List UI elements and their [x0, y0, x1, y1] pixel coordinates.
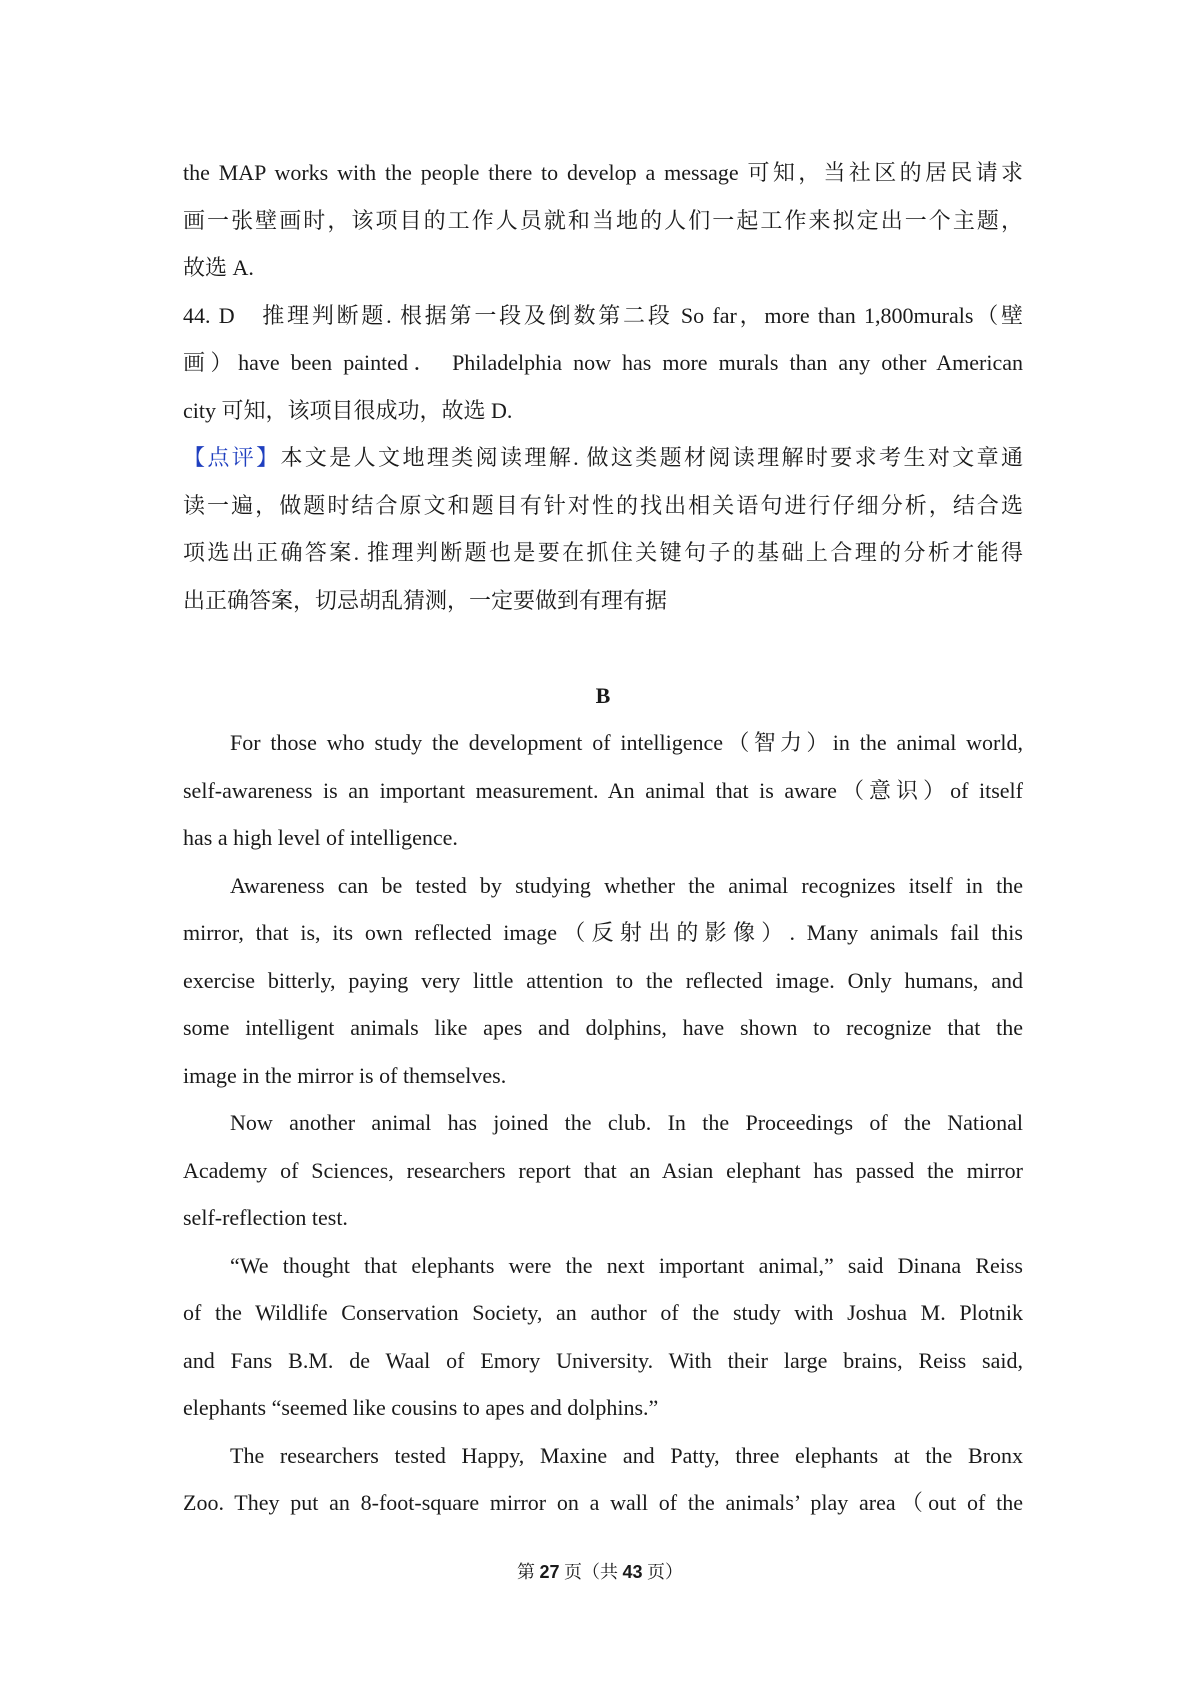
paragraph-line: mirror, that is, its own reflected image（反射出的影像）. Many animals fail this: [183, 920, 1023, 945]
footer-middle: 页（共: [559, 1562, 623, 1582]
comment-line: 项选出正确答案. 推理判断题也是要在抓住关键句子的基础上合理的分析才能得: [183, 540, 1023, 565]
paragraph-line: has a high level of intelligence.: [183, 825, 458, 850]
paragraph-line: The researchers tested Happy, Maxine and Patty, three elephants at the Bronx: [230, 1442, 1023, 1468]
comment-tag: 【点评】: [183, 445, 281, 470]
page-footer: [0, 1558, 1200, 1584]
footer-page-number: 27: [539, 1562, 560, 1582]
comment-text: 本文是人文地理类阅读理解. 做这类题材阅读理解时要求考生对文章通: [280, 445, 1023, 470]
paragraph-line: Now another animal has joined the club. In the Proceedings of the National: [230, 1110, 1023, 1135]
paragraph-line: some intelligent animals like apes and dolphins, have shown to recognize that the: [183, 1015, 1023, 1040]
paragraph-line: self-awareness is an important measurement. An animal that is aware（意识）of itself: [183, 777, 1023, 803]
footer-suffix: 页）: [642, 1562, 684, 1582]
footer-total-pages: 43: [622, 1562, 643, 1582]
comment-line: 出正确答案，切忌胡乱猜测，一定要做到有理有据: [183, 587, 668, 613]
text-line: 44. D 推理判断题. 根据第一段及倒数第二段 So far，more than 1,800murals（壁: [183, 302, 1023, 328]
text-line: city 可知，该项目很成功，故选 D.: [183, 397, 513, 423]
text-line: the MAP works with the people there to develop a message 可知，当社区的居民请求: [183, 160, 1023, 185]
document-page: [183, 149, 1023, 1527]
paragraph-line: self-reflection test.: [183, 1205, 348, 1230]
paragraph-line: elephants “seemed like cousins to apes and dolphins.”: [183, 1395, 659, 1420]
comment-line: 读一遍，做题时结合原文和题目有针对性的找出相关语句进行仔细分析，结合选: [183, 492, 1023, 518]
paragraph-line: Academy of Sciences, researchers report that an Asian elephant has passed the mirror: [183, 1157, 1023, 1183]
paragraph-line: of the Wildlife Conservation Society, an author of the study with Joshua M. Plotnik: [183, 1300, 1023, 1325]
text-line: 画）have been painted． Philadelphia now has more murals than any other American: [183, 350, 1023, 375]
paragraph-line: For those who study the development of intelligence（智力）in the animal world,: [230, 730, 1023, 755]
paragraph-line: Awareness can be tested by studying whether the animal recognizes itself in the: [230, 872, 1023, 898]
paragraph-line: “We thought that elephants were the next important animal,” said Dinana Reiss: [230, 1252, 1023, 1278]
section-title: B: [595, 682, 611, 708]
spacer: [183, 624, 1023, 672]
paragraph-line: and Fans B.M. de Waal of Emory University. With their large brains, Reiss said,: [183, 1347, 1023, 1373]
text-line: 画一张壁画时，该项目的工作人员就和当地的人们一起工作来拟定出一个主题，: [183, 207, 1023, 233]
comment-line: [183, 434, 1023, 482]
footer-prefix: 第: [516, 1562, 540, 1582]
text-line: 故选 A.: [183, 255, 254, 280]
paragraph-line: exercise bitterly, paying very little attention to the reflected image. Only humans, and: [183, 967, 1023, 993]
paragraph-line: image in the mirror is of themselves.: [183, 1062, 507, 1088]
paragraph-line: Zoo. They put an 8-foot-square mirror on a wall of the animals’ play area（out of the: [183, 1490, 1023, 1515]
